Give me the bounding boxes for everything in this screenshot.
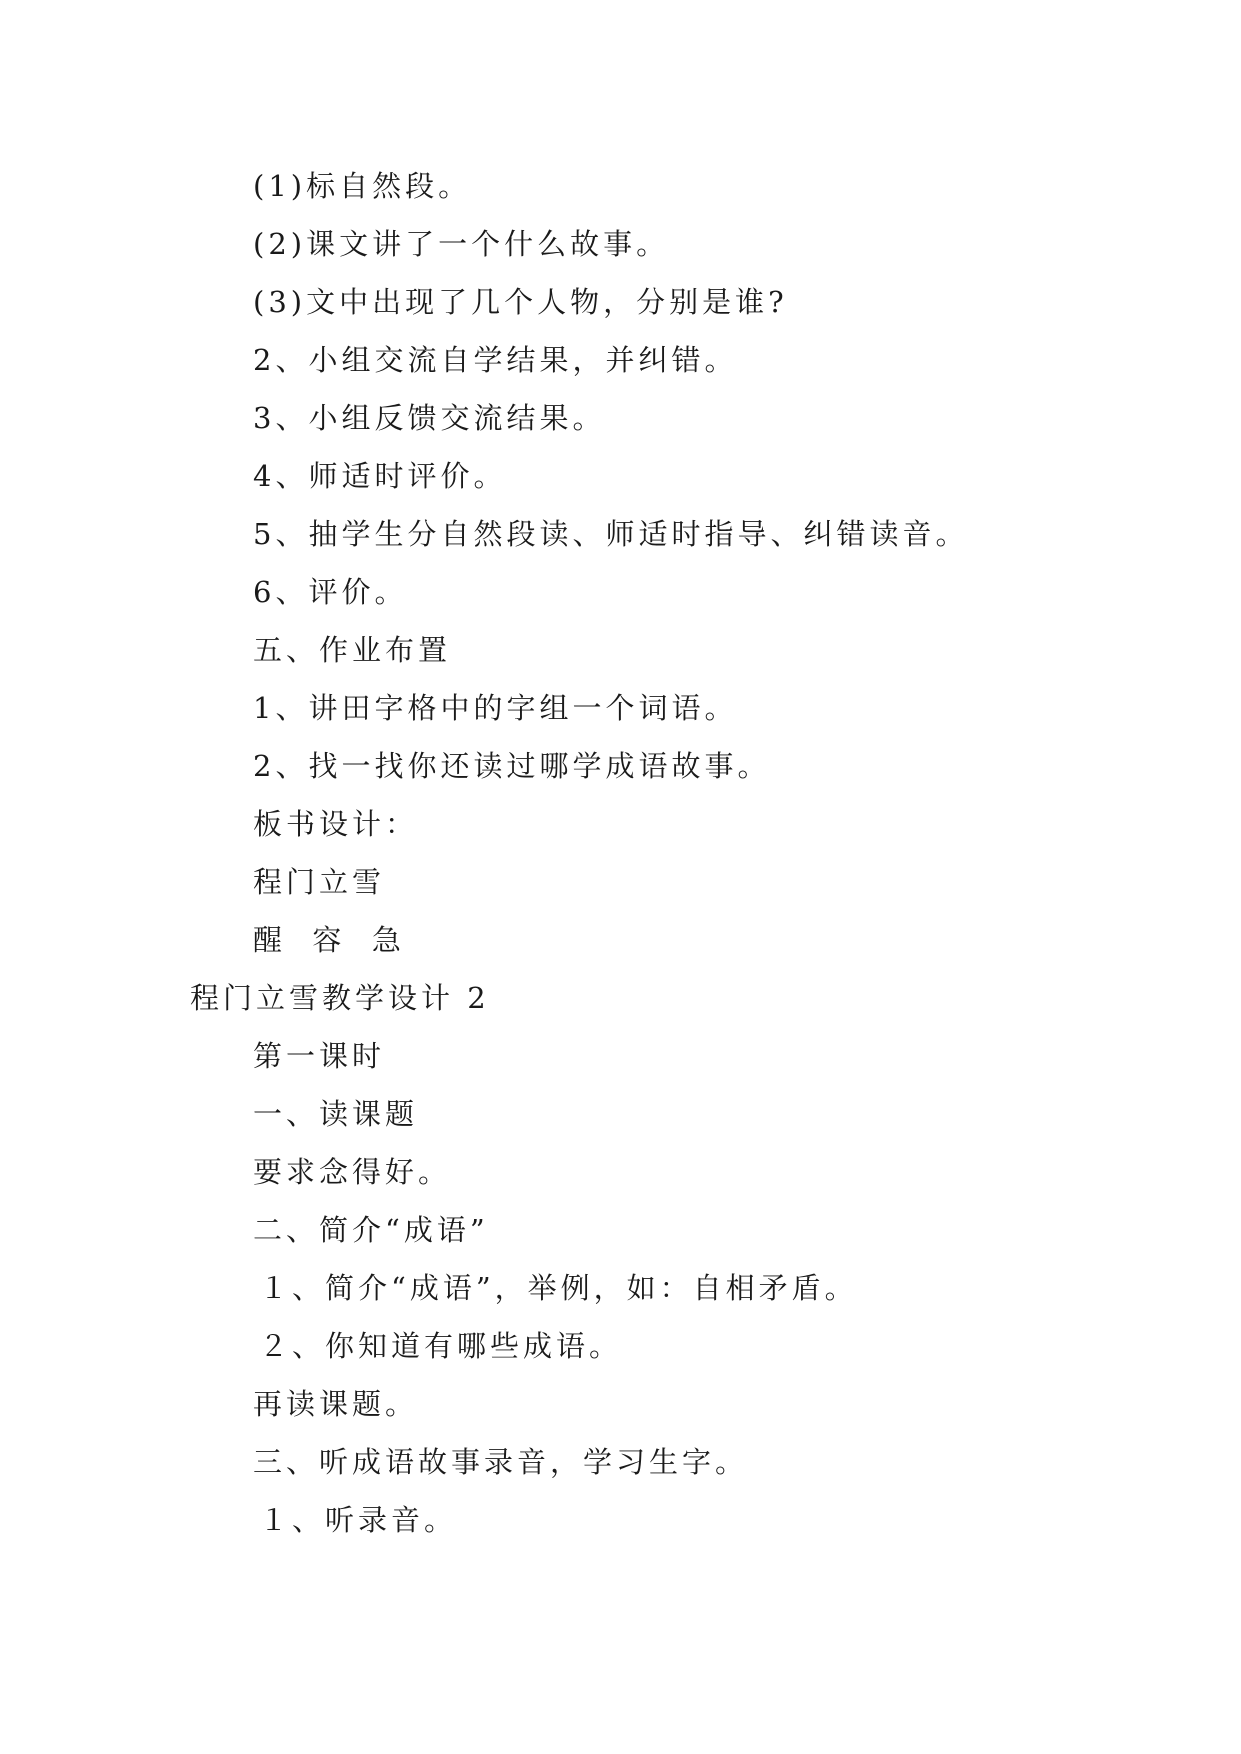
paragraph-line: 5、抽学生分自然段读、师适时指导、纠错读音。 [253, 517, 969, 551]
document-title: 程门立雪教学设计 2 [190, 981, 490, 1015]
paragraph-line: 第一课时 [253, 1039, 386, 1073]
paragraph-line: 4、师适时评价。 [253, 459, 507, 493]
paragraph-line: 要求念得好。 [253, 1155, 452, 1189]
paragraph-line: (1)标自然段。 [253, 169, 472, 203]
section-heading: 三、听成语故事录音，学习生字。 [253, 1445, 749, 1479]
paragraph-line: 2、找一找你还读过哪学成语故事。 [253, 749, 771, 783]
paragraph-line: １、听录音。 [259, 1503, 458, 1537]
paragraph-line: 3、小组反馈交流结果。 [253, 401, 606, 435]
paragraph-line: 板书设计： [253, 807, 419, 841]
paragraph-line: 2、小组交流自学结果，并纠错。 [253, 343, 738, 377]
paragraph-line: 1、讲田字格中的字组一个词语。 [253, 691, 738, 725]
paragraph-line: １、简介“成语”，举例，如：自相矛盾。 [259, 1271, 858, 1305]
section-heading: 一、读课题 [253, 1097, 419, 1131]
paragraph-line: (3)文中出现了几个人物，分别是谁? [253, 285, 788, 319]
paragraph-line: 再读课题。 [253, 1387, 419, 1421]
paragraph-line: 醒 容 急 [253, 923, 405, 957]
paragraph-line: 6、评价。 [253, 575, 408, 609]
paragraph-line: (2)课文讲了一个什么故事。 [253, 227, 670, 261]
paragraph-line: ２、你知道有哪些成语。 [259, 1329, 623, 1363]
paragraph-line: 程门立雪 [253, 865, 386, 899]
section-heading: 二、简介“成语” [253, 1213, 489, 1247]
section-heading: 五、作业布置 [253, 633, 452, 667]
